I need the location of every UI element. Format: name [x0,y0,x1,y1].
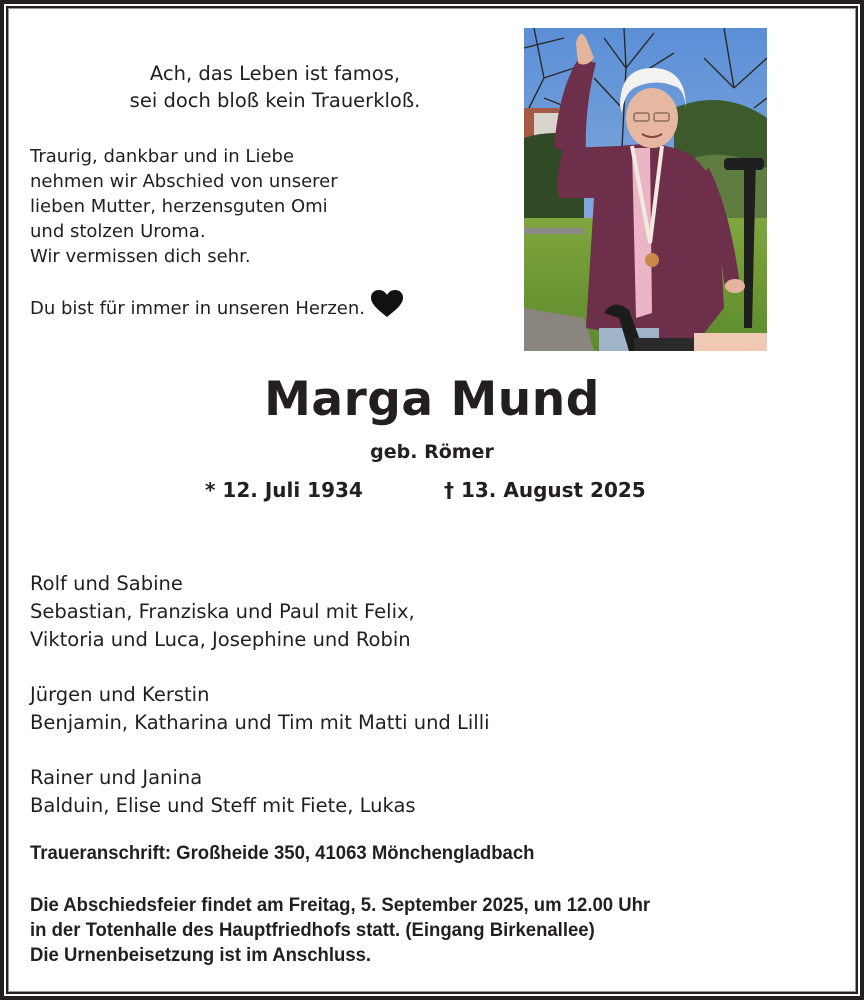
motto-line: sei doch bloß kein Trauerkloß. [129,89,421,112]
death-date: † 13. August 2025 [444,478,646,502]
heart-icon [371,290,403,318]
mourning-address: Traueranschrift: Großheide 350, 41063 Mönchengladbach [30,842,535,864]
family-line: Sebastian, Franziska und Paul mit Felix, [30,600,415,623]
maiden-name: geb. Römer [370,441,494,463]
family-line: Viktoria und Luca, Josephine und Robin [30,628,411,651]
family-line: Jürgen und Kerstin [30,683,210,706]
family-line: Rolf und Sabine [30,572,183,595]
intro-line: nehmen wir Abschied von unserer [30,171,338,192]
family-group [30,570,490,654]
family-group [30,764,490,820]
family-line: Benjamin, Katharina und Tim mit Matti und Lilli [30,711,490,734]
intro-text [30,144,338,269]
closing-text: Du bist für immer in unseren Herzen. [30,297,365,319]
motto-line: Ach, das Leben ist famos, [149,62,401,85]
intro-line: und stolzen Uroma. [30,221,206,242]
deceased-name: Marga Mund [264,372,600,427]
ceremony-line: in der Totenhalle des Hauptfriedhofs statt. (Eingang Birkenallee) [30,919,595,941]
birth-date: * 12. Juli 1934 [205,478,363,502]
ceremony-details [30,893,650,968]
motto-verse [20,60,530,114]
ceremony-line: Die Abschiedsfeier findet am Freitag, 5. September 2025, um 12.00 Uhr [30,894,651,916]
family-line: Rainer und Janina [30,766,203,789]
mourners-list [30,570,490,847]
intro-line: lieben Mutter, herzensguten Omi [30,196,328,217]
intro-line: Wir vermissen dich sehr. [30,246,251,267]
ceremony-line: Die Urnenbeisetzung ist im Anschluss. [30,944,372,966]
family-group [30,681,490,737]
intro-line: Traurig, dankbar und in Liebe [30,146,295,167]
closing-line [30,294,403,322]
portrait-photo [524,28,767,351]
family-line: Balduin, Elise und Steff mit Fiete, Lukas [30,794,416,817]
